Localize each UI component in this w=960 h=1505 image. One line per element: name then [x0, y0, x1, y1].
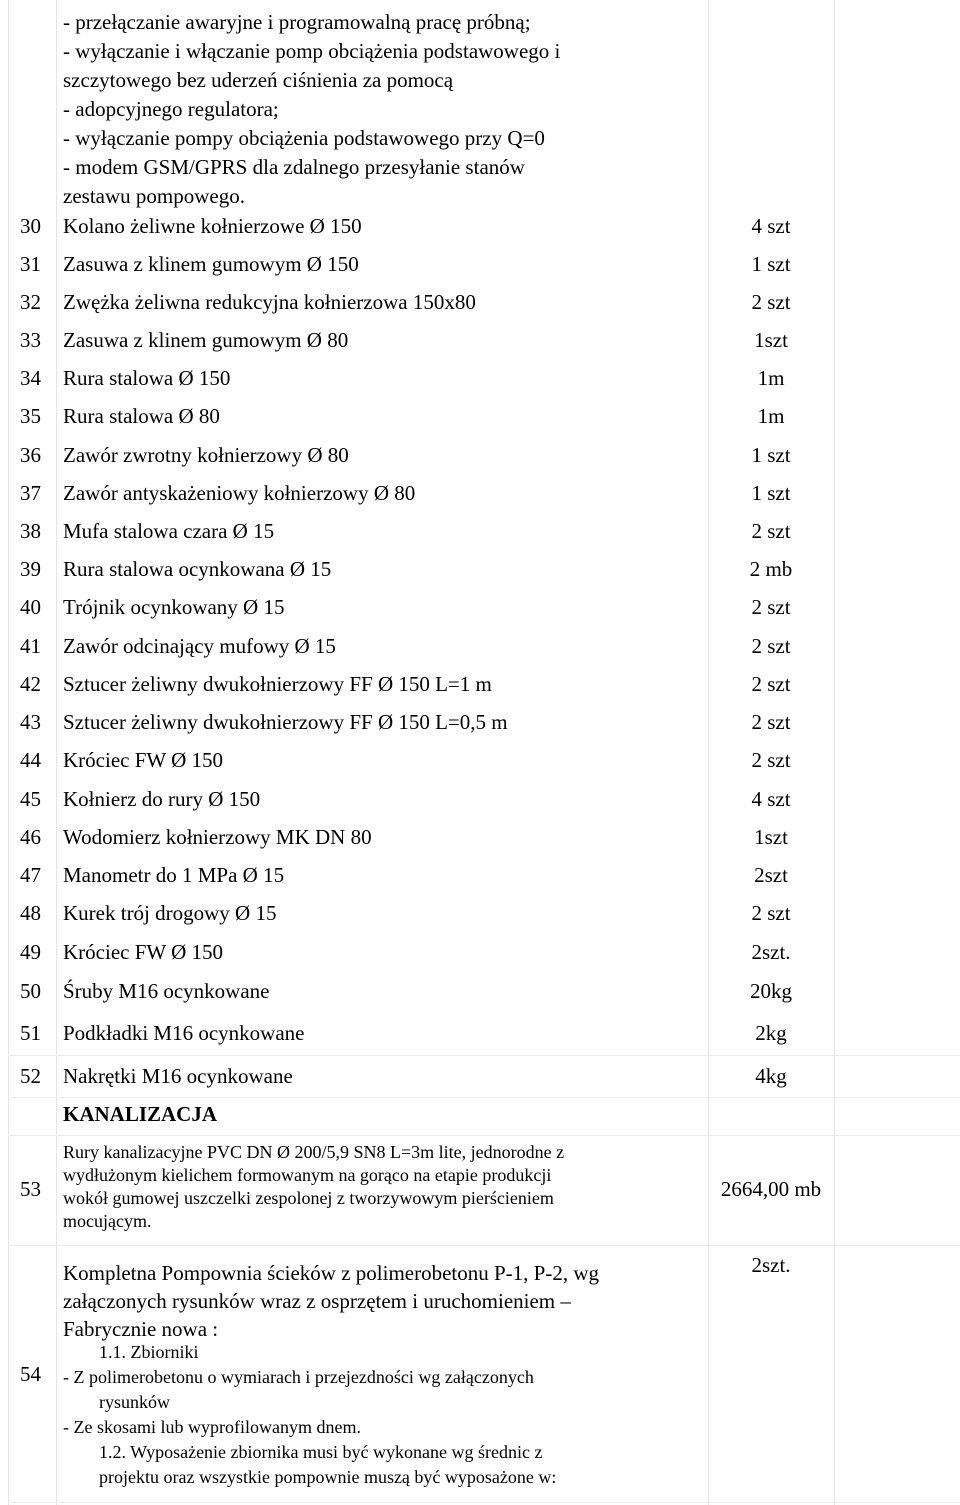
row-name: Mufa stalowa czara Ø 15 — [63, 519, 275, 543]
row-number: 33 — [20, 328, 41, 352]
table-border-left — [8, 0, 9, 1505]
row-name: Manometr do 1 MPa Ø 15 — [63, 863, 285, 887]
row-qty: 2 szt — [751, 290, 791, 314]
row-name: Sztucer żeliwny dwukołnierzowy FF Ø 150 L=1 m — [63, 672, 492, 696]
row-qty: 1m — [757, 404, 785, 428]
description-line: projektu oraz wszystkie pompownie muszą być wyposażone w: — [99, 1467, 557, 1487]
row-name: Rura stalowa ocynkowana Ø 15 — [63, 557, 332, 581]
row-qty: 1szt — [754, 825, 788, 849]
description-line: Rury kanalizacyjne PVC DN Ø 200/5,9 SN8 L=3m lite, jednorodne z — [63, 1142, 565, 1162]
row-name: Zawór zwrotny kołnierzowy Ø 80 — [63, 443, 349, 467]
row-number: 50 — [20, 979, 41, 1003]
row-qty: 4kg — [755, 1064, 787, 1088]
row-number: 51 — [20, 1021, 41, 1045]
row-number: 53 — [20, 1177, 41, 1201]
row-qty: 2 szt — [751, 672, 791, 696]
intro-line: - adopcyjnego regulatora; — [63, 97, 279, 121]
row-divider — [8, 1097, 960, 1098]
row-number: 36 — [20, 443, 41, 467]
row-qty: 20kg — [750, 979, 792, 1003]
row-number: 35 — [20, 404, 41, 428]
intro-line: - wyłączanie pompy obciążenia podstawowego przy Q=0 — [63, 126, 545, 150]
row-description — [63, 1141, 564, 1233]
row-name: Kurek trój drogowy Ø 15 — [63, 901, 277, 925]
description-line: Kompletna Pompownia ścieków z polimerobetonu P-1, P-2, wg — [63, 1261, 600, 1285]
row-qty: 2szt. — [751, 1253, 791, 1277]
section-heading: KANALIZACJA — [63, 1102, 218, 1126]
row-qty: 2 szt — [751, 595, 791, 619]
row-name: Zawór odcinający mufowy Ø 15 — [63, 634, 336, 658]
row-name: Rura stalowa Ø 150 — [63, 366, 231, 390]
row-qty: 2szt. — [751, 940, 791, 964]
row-number: 52 — [20, 1064, 41, 1088]
row-qty: 2 mb — [749, 557, 793, 581]
description-line: wydłużonym kielichem formowanym na gorąco na etapie produkcji — [63, 1165, 552, 1185]
description-line: mocującym. — [63, 1211, 152, 1231]
row-qty: 2 szt — [751, 901, 791, 925]
row-number: 38 — [20, 519, 41, 543]
row-number: 49 — [20, 940, 41, 964]
description-line: 1.1. Zbiorniki — [99, 1342, 199, 1362]
row-number: 43 — [20, 710, 41, 734]
row-number: 47 — [20, 863, 41, 887]
row-name: Kolano żeliwne kołnierzowe Ø 150 — [63, 214, 362, 238]
description-line: wokół gumowej uszczelki zespolonej z tworzywowym pierścieniem — [63, 1188, 554, 1208]
intro-line: - wyłączanie i włączanie pomp obciążenia podstawowego i — [63, 39, 561, 63]
row-number: 45 — [20, 787, 41, 811]
row-number: 54 — [20, 1362, 41, 1386]
row-qty: 2 szt — [751, 519, 791, 543]
row-number: 34 — [20, 366, 41, 390]
row-name: Rura stalowa Ø 80 — [63, 404, 220, 428]
row-name: Śruby M16 ocynkowane — [63, 979, 270, 1003]
row-name: Zwężka żeliwna redukcyjna kołnierzowa 150x80 — [63, 290, 476, 314]
row-name: Trójnik ocynkowany Ø 15 — [63, 595, 285, 619]
row-qty: 2 szt — [751, 710, 791, 734]
intro-text — [63, 8, 560, 211]
row-number: 44 — [20, 748, 41, 772]
row-number: 48 — [20, 901, 41, 925]
row-name: Nakrętki M16 ocynkowane — [63, 1064, 293, 1088]
row-divider — [8, 1135, 960, 1136]
row-number: 30 — [20, 214, 41, 238]
row-subdescription — [63, 1340, 556, 1490]
row-number: 41 — [20, 634, 41, 658]
row-name: Zasuwa z klinem gumowym Ø 150 — [63, 252, 359, 276]
row-number: 42 — [20, 672, 41, 696]
description-line: rysunków — [99, 1392, 170, 1412]
row-description — [63, 1259, 599, 1343]
intro-line: - modem GSM/GPRS dla zdalnego przesyłanie stanów — [63, 155, 525, 179]
row-name: Zasuwa z klinem gumowym Ø 80 — [63, 328, 349, 352]
row-qty: 1 szt — [751, 252, 791, 276]
row-number: 39 — [20, 557, 41, 581]
row-divider — [8, 1245, 960, 1246]
row-qty: 1 szt — [751, 481, 791, 505]
row-name: Króciec FW Ø 150 — [63, 748, 223, 772]
intro-line: szczytowego bez uderzeń ciśnienia za pomocą — [63, 68, 454, 92]
row-qty: 2 szt — [751, 748, 791, 772]
row-number: 32 — [20, 290, 41, 314]
row-name: Króciec FW Ø 150 — [63, 940, 223, 964]
intro-line: - przełączanie awaryjne i programowalną pracę próbną; — [63, 10, 531, 34]
description-line: - Ze skosami lub wyprofilowanym dnem. — [63, 1417, 361, 1437]
row-number: 31 — [20, 252, 41, 276]
row-qty: 2kg — [755, 1021, 787, 1045]
row-qty: 2szt — [754, 863, 788, 887]
row-qty: 4 szt — [751, 787, 791, 811]
description-line: załączonych rysunków wraz z osprzętem i uruchomieniem – — [63, 1289, 571, 1313]
row-qty: 2 szt — [751, 634, 791, 658]
table-border-qty — [708, 0, 709, 1505]
row-number: 37 — [20, 481, 41, 505]
table-border-extra — [834, 0, 835, 1505]
description-line: - Z polimerobetonu o wymiarach i przejezdności wg załączonych — [63, 1367, 534, 1387]
row-name: Podkładki M16 ocynkowane — [63, 1021, 305, 1045]
row-divider — [8, 1055, 960, 1056]
row-name: Wodomierz kołnierzowy MK DN 80 — [63, 825, 372, 849]
row-number: 40 — [20, 595, 41, 619]
row-qty: 4 szt — [751, 214, 791, 238]
row-qty: 1 szt — [751, 443, 791, 467]
row-qty: 1m — [757, 366, 785, 390]
row-name: Kołnierz do rury Ø 150 — [63, 787, 261, 811]
row-name: Zawór antyskażeniowy kołnierzowy Ø 80 — [63, 481, 416, 505]
table-border-num — [56, 0, 57, 1505]
row-divider — [8, 1502, 960, 1503]
row-qty: 2664,00 mb — [720, 1177, 822, 1201]
intro-line: zestawu pompowego. — [63, 184, 245, 208]
description-line: Fabrycznie nowa : — [63, 1317, 219, 1341]
row-name: Sztucer żeliwny dwukołnierzowy FF Ø 150 L=0,5 m — [63, 710, 508, 734]
description-line: 1.2. Wyposażenie zbiornika musi być wykonane wg średnic z — [99, 1442, 543, 1462]
row-qty: 1szt — [754, 328, 788, 352]
row-number: 46 — [20, 825, 41, 849]
